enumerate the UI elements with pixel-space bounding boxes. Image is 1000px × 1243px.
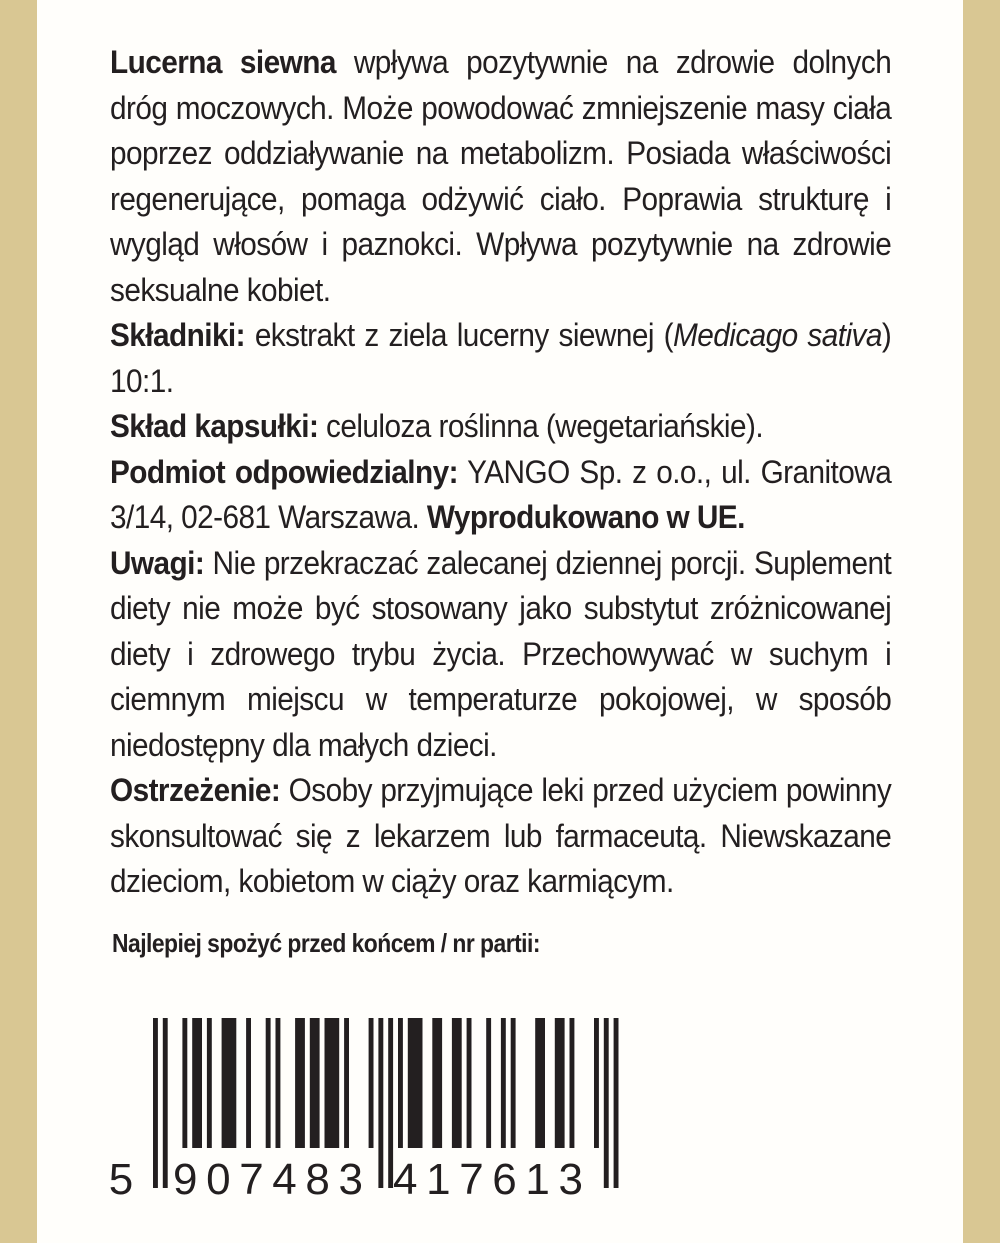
barcode-bar [511, 1018, 516, 1148]
paragraph-capsule-composition [110, 404, 891, 450]
best-before-text: Najlepiej spożyć przed końcem / nr partii: [112, 928, 540, 958]
ingredients-text-3: ) 10:1. [110, 317, 892, 399]
description-text-1: wpływa pozytywnie na zdrowie dolnych dróg moczowych. Może powodować zmniejszenie masy ciała poprzez oddziaływanie na metabolizm. Posiada właściwości regenerujące, pomaga odżywić ciało. Poprawia strukturę i wygląd włosów i paznokci. Wpływa pozytywnie na zdrowie seksualne kobiet. [110, 44, 892, 308]
barcode-digit-first: 5 [108, 1155, 134, 1198]
barcode-guard-bar [614, 1018, 619, 1188]
paragraph-notes [110, 541, 891, 769]
barcode-bar [555, 1018, 565, 1148]
barcode-digits-left: 907483 [173, 1155, 363, 1198]
barcode [103, 1018, 623, 1198]
right-gold-border [963, 0, 1000, 1243]
barcode-bar [310, 1018, 320, 1148]
ingredients-text-0: Składniki: [110, 317, 246, 353]
paragraph-ingredients [110, 313, 891, 404]
barcode-bar [246, 1018, 251, 1148]
responsible-entity-text-0: Podmiot odpowiedzialny: [110, 453, 458, 490]
barcode-bar [570, 1018, 575, 1148]
barcode-bar [432, 1018, 442, 1148]
barcode-guard-bar [163, 1018, 168, 1188]
label-text [110, 40, 891, 905]
barcode-bar [192, 1018, 202, 1148]
barcode-bar [182, 1018, 187, 1148]
capsule-composition-text-0: Skład kapsułki: [110, 408, 319, 444]
barcode-bar [467, 1018, 472, 1148]
barcode-bar [325, 1018, 340, 1148]
barcode-bar [501, 1018, 506, 1148]
barcode-guard-bar [604, 1018, 609, 1188]
ingredients-text-2: Medicago sativa [673, 317, 882, 353]
barcode-bar [486, 1018, 491, 1148]
barcode-bar [207, 1018, 212, 1148]
barcode-guard-bar [153, 1018, 158, 1188]
barcode-bar [295, 1018, 305, 1148]
notes-text-1: Nie przekraczać zalecanej dziennej porcji. Suplement diety nie może być stosowany jako substytut zróżnicowanej diety i zdrowego trybu życia. Przechowywać w suchym i ciemnym miejscu w temperaturze pokojowej, w sposób niedostępny dla małych dzieci. [110, 544, 892, 763]
paragraph-warning [110, 768, 891, 905]
ingredients-text-1: ekstrakt z ziela lucerny siewnej ( [245, 317, 674, 353]
barcode-bar [398, 1018, 403, 1148]
barcode-bar [535, 1018, 545, 1148]
barcode-guard-bar [378, 1018, 383, 1188]
description-text-0: Lucerna siewna [110, 44, 336, 80]
barcode-bar [276, 1018, 281, 1148]
barcode-bar [266, 1018, 271, 1148]
responsible-entity-text-1: YANGO Sp. z o.o., ul. Granitowa 3/14, 02-681 Warszawa. [110, 453, 892, 535]
barcode-bar [344, 1018, 349, 1148]
barcode-digits-right: 417613 [393, 1155, 583, 1198]
barcode-bar [369, 1018, 374, 1148]
warning-text-0: Ostrzeżenie: [110, 772, 281, 808]
responsible-entity-text-2: Wyprodukowano w UE. [426, 499, 745, 535]
barcode-bar [452, 1018, 462, 1148]
warning-text-1: Osoby przyjmujące leki przed użyciem powinny skonsultować się z lekarzem lub farmaceutą. Niewskazane dzieciom, kobietom w ciąży oraz karmiącym. [110, 772, 892, 899]
notes-text-0: Uwagi: [110, 544, 205, 581]
paragraph-responsible-entity [110, 450, 891, 541]
barcode-bar [594, 1018, 599, 1148]
left-gold-border [0, 0, 37, 1243]
capsule-composition-text-1: celuloza roślinna (wegetariańskie). [318, 408, 764, 444]
barcode-bar [222, 1018, 237, 1148]
paragraph-description [110, 40, 891, 313]
barcode-bar [408, 1018, 423, 1148]
